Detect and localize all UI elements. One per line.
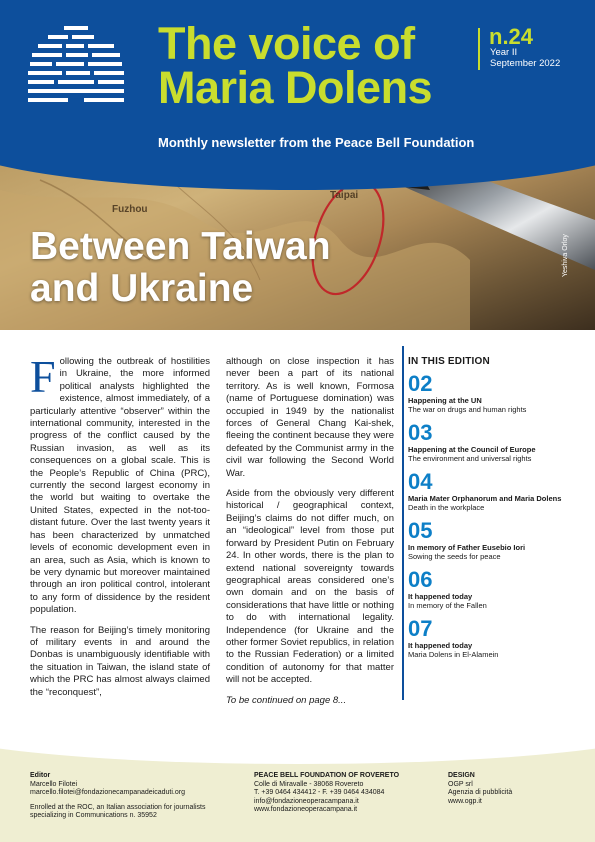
- table-of-contents: [408, 346, 568, 667]
- toc-item[interactable]: [408, 618, 568, 659]
- design-company: OGP srl: [448, 780, 473, 788]
- toc-item[interactable]: [408, 569, 568, 610]
- design-label: DESIGN: [448, 772, 475, 779]
- headline-line-1: Between Taiwan: [30, 225, 331, 268]
- editor-email[interactable]: marcello.filotei@fondazionecampanadeicaduti.org: [30, 789, 185, 797]
- issue-divider: [478, 28, 480, 70]
- editor-label: Editor: [30, 772, 51, 779]
- article-paragraph: The reason for Beijing’s timely monitoring of military events in and around the Donbas is unambiguously identifiable with the situation in Taiwan, the island state of which the PRC has almost always claimed the “reconquest”,: [30, 624, 210, 698]
- toc-item-desc: Sowing the seeds for peace: [408, 552, 501, 561]
- enrollment-note: Enrolled at the ROC, an Italian association for journalists specializing in Communications n. 35952: [30, 803, 206, 820]
- toc-item[interactable]: [408, 373, 568, 414]
- headline: [30, 226, 331, 310]
- design-website[interactable]: www.ogp.it: [448, 797, 482, 805]
- article-column-1: [30, 351, 210, 707]
- footer-design: [448, 772, 568, 806]
- foundation-address: Colle di Miravalle - 38068 Rovereto: [254, 780, 364, 788]
- drop-cap: F: [30, 351, 56, 402]
- toc-item[interactable]: [408, 520, 568, 561]
- toc-item-desc: In memory of the Fallen: [408, 601, 487, 610]
- issue-month: September 2022: [490, 58, 561, 69]
- issue-date: [490, 47, 560, 69]
- toc-page-number: 06: [408, 567, 433, 592]
- title-line-2: Maria Dolens: [158, 62, 433, 113]
- foundation-website[interactable]: www.fondazioneoperacampana.it: [254, 806, 358, 814]
- article-column-2: [226, 356, 394, 715]
- sidebar-divider: [402, 346, 404, 700]
- toc-item-desc: The war on drugs and human rights: [408, 405, 527, 414]
- article-paragraph: Aside from the obviously very different historical / geographical context, Beijing’s claims do not differ much, on an “ideological” level from those put forward by President Putin on February 24. In other words, there is the plan to extend national sovereignty towards geographical areas considered one’s own domain and on the basis of considerations that have little or nothing to do with international legality. Independence (for Ukraine and the other former Soviet republics, in relation to the Russian Federation) or a limited condition of autonomy for that matter will not be accepted.: [226, 488, 394, 686]
- toc-page-number: 04: [408, 469, 433, 494]
- toc-item-title: Happening at the Council of Europe: [408, 445, 536, 454]
- foundation-name: PEACE BELL FOUNDATION OF ROVERETO: [254, 772, 400, 779]
- toc-heading: IN THIS EDITION: [408, 356, 490, 367]
- toc-item-desc: Death in the workplace: [408, 503, 485, 512]
- toc-item-title: It happened today: [408, 592, 473, 601]
- design-desc: Agenzia di pubblicità: [448, 789, 513, 797]
- map-label-fuzhou: Fuzhou: [112, 204, 148, 215]
- footer-foundation: [254, 772, 424, 815]
- paragraph-text: ollowing the outbreak of hostilities in Ukraine, the more informed political analysts highlighted the existence, almost immediately, of a particularly attentive “observer” within the international community, interested in the progress of the conflict caused by the Russian invasion, as well as its consequences on a global scale. This is the People’s Republic of China (PRC), currently the second largest economy in the world but waiting to overtake the United States, expected in the not-too-distant future. Over the last twenty years it has been characterized by unmatched levels of economic development even in an area, such as Asia, which is known to be very dynamic but moreover maintained through an iron political control, intolerant to any form of dissidence by the resident population.: [30, 356, 210, 616]
- toc-item-desc: The environment and universal rights: [408, 454, 532, 463]
- foundation-phone: T. +39 0464 434412 - F. +39 0464 434084: [254, 789, 385, 797]
- headline-line-2: and Ukraine: [30, 267, 254, 310]
- editor-name: Marcello Filotei: [30, 780, 78, 788]
- photo-credit: Yeshiva Orloy: [562, 234, 569, 277]
- foundation-email[interactable]: info@fondazioneoperacampana.it: [254, 797, 359, 805]
- toc-item-desc: Maria Dolens in El-Alamein: [408, 650, 499, 659]
- bell-logo-icon: [28, 26, 124, 110]
- map-label-taipai: Taipai: [330, 190, 359, 201]
- footer-curve: [0, 724, 595, 764]
- issue-number: n.24: [489, 24, 534, 49]
- title-line-1: The voice of: [158, 18, 415, 69]
- footer-editor: [30, 772, 240, 821]
- toc-page-number: 02: [408, 371, 433, 396]
- toc-item[interactable]: [408, 471, 568, 512]
- continued-link[interactable]: To be continued on page 8...: [226, 694, 347, 706]
- toc-item[interactable]: [408, 422, 568, 463]
- article-paragraph: [30, 351, 210, 617]
- toc-page-number: 07: [408, 616, 433, 641]
- toc-page-number: 03: [408, 420, 433, 445]
- toc-item-title: It happened today: [408, 641, 473, 650]
- toc-item-title: Maria Mater Orphanorum and Maria Dolens: [408, 494, 562, 503]
- newsletter-title: [158, 18, 433, 113]
- issue-year: Year II: [490, 47, 518, 58]
- article-paragraph: although on close inspection it has never been a part of its national territory. As is well known, Formosa (name of Portuguese domination) was occupied in 1949 by the nationalist forces of General Chang Kai-shek, fleeing the continent because they were defeated by the Communist army in the civil war following the Second World War.: [226, 356, 394, 479]
- toc-item-title: Happening at the UN: [408, 396, 482, 405]
- toc-item-title: In memory of Father Eusebio Iori: [408, 543, 526, 552]
- hero-image: [0, 150, 595, 330]
- newsletter-subtitle: Monthly newsletter from the Peace Bell Foundation: [158, 135, 475, 150]
- toc-page-number: 05: [408, 518, 433, 543]
